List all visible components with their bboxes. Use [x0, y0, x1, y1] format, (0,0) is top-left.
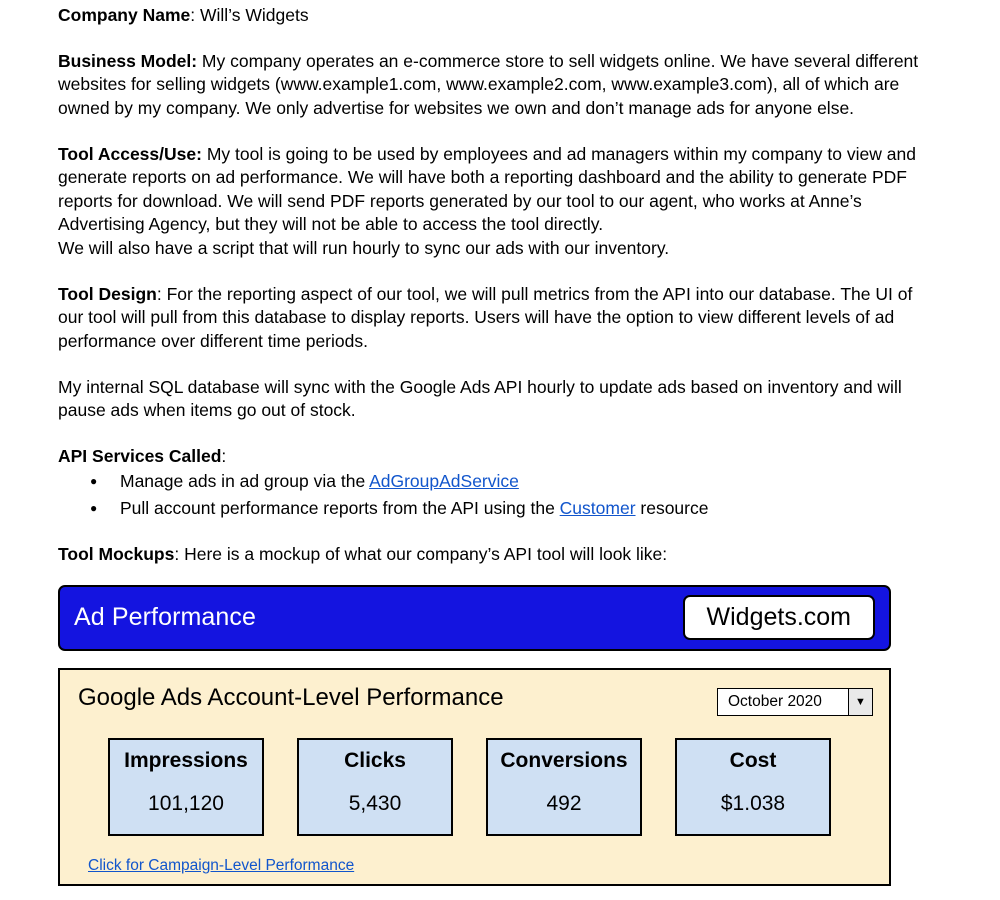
api-services-heading	[58, 445, 940, 469]
metric-card-value: 101,120	[148, 791, 224, 815]
metric-card-value: 492	[546, 791, 582, 815]
tool-mockups-paragraph	[58, 543, 940, 567]
metric-card-conversions[interactable]	[486, 738, 642, 836]
metric-card-value: 5,430	[348, 791, 402, 815]
tool-access-text: My tool is going to be used by employees and ad managers within my company to view and generate reports on ad performance. We will have both a reporting dashboard and the ability to generate PDF reports for download. We will send PDF reports generated by our tool to our agent, who works at Anne’s Advertising Agency, but they will not be able to access the tool directly.	[58, 143, 916, 235]
business-model-text: My company operates an e-commerce store to sell widgets online. We have several different websites for selling widgets (www.example1.com, www.example2.com, www.example3.com), all of which are owned by my company. We only advertise for websites we own and don’t manage ads for anyone else.	[58, 50, 919, 118]
tool-access-paragraph-2: We will also have a script that will run hourly to sync our ads with our inventory.	[58, 238, 670, 258]
site-selector-button[interactable]: Widgets.com	[683, 595, 875, 640]
tool-access-label: Tool Access/Use:	[58, 143, 202, 164]
company-name-value: Will’s Widgets	[200, 5, 309, 25]
panel-title: Google Ads Account-Level Performance	[78, 683, 504, 711]
mockup-header-title: Ad Performance	[74, 603, 257, 631]
tool-mockups-text: : Here is a mockup of what our company’s API tool will look like:	[174, 543, 668, 564]
performance-panel-header	[76, 684, 873, 716]
date-range-value: October 2020	[728, 692, 822, 710]
company-name-label: Company Name	[58, 5, 191, 25]
metric-card-impressions[interactable]	[108, 738, 264, 836]
metric-card-cost[interactable]	[675, 738, 831, 836]
tool-design-text: : For the reporting aspect of our tool, we will pull metrics from the API into our database. The UI of our tool will pull from this database to display reports. Users will have the option to view different levels of ad performance over different time periods.	[58, 283, 913, 351]
business-model-paragraph	[58, 50, 940, 121]
list-item-text-pre: Pull account performance reports from the API using the	[120, 497, 560, 518]
metric-card-clicks[interactable]	[297, 738, 453, 836]
list-item	[90, 468, 940, 494]
mockup-header-bar	[58, 585, 891, 651]
api-services-list	[58, 468, 940, 521]
company-name-separator: :	[190, 5, 200, 25]
sql-sync-paragraph: My internal SQL database will sync with the Google Ads API hourly to update ads based on inventory and will pause ads when items go out of stock.	[58, 376, 902, 421]
metric-card-value: $1.038	[720, 791, 786, 815]
company-name-line	[58, 4, 940, 28]
list-item-text-post: resource	[635, 497, 709, 518]
adgroupadservice-link[interactable]: AdGroupAdService	[369, 471, 519, 492]
date-range-select[interactable]	[717, 688, 873, 716]
chevron-down-icon[interactable]: ▼	[848, 689, 872, 715]
api-services-separator: :	[221, 445, 227, 466]
tool-mockups-label: Tool Mockups	[58, 543, 175, 564]
list-item	[90, 495, 940, 521]
list-item-text-pre: Manage ads in ad group via the	[120, 471, 370, 492]
tool-access-paragraph	[58, 143, 940, 238]
metric-card-label: Clicks	[344, 748, 406, 772]
customer-link[interactable]: Customer	[559, 497, 636, 518]
campaign-level-performance-link[interactable]: Click for Campaign-Level Performance	[88, 856, 355, 874]
tool-design-label: Tool Design	[58, 283, 157, 304]
api-services-label: API Services Called	[58, 445, 222, 466]
tool-mockup	[58, 585, 891, 886]
metric-card-label: Cost	[729, 748, 777, 772]
metric-card-label: Impressions	[124, 748, 248, 772]
business-model-label: Business Model:	[58, 50, 198, 71]
tool-design-paragraph	[58, 283, 940, 354]
performance-panel	[58, 668, 891, 886]
metric-card-row	[76, 738, 873, 836]
metric-card-label: Conversions	[500, 748, 628, 772]
